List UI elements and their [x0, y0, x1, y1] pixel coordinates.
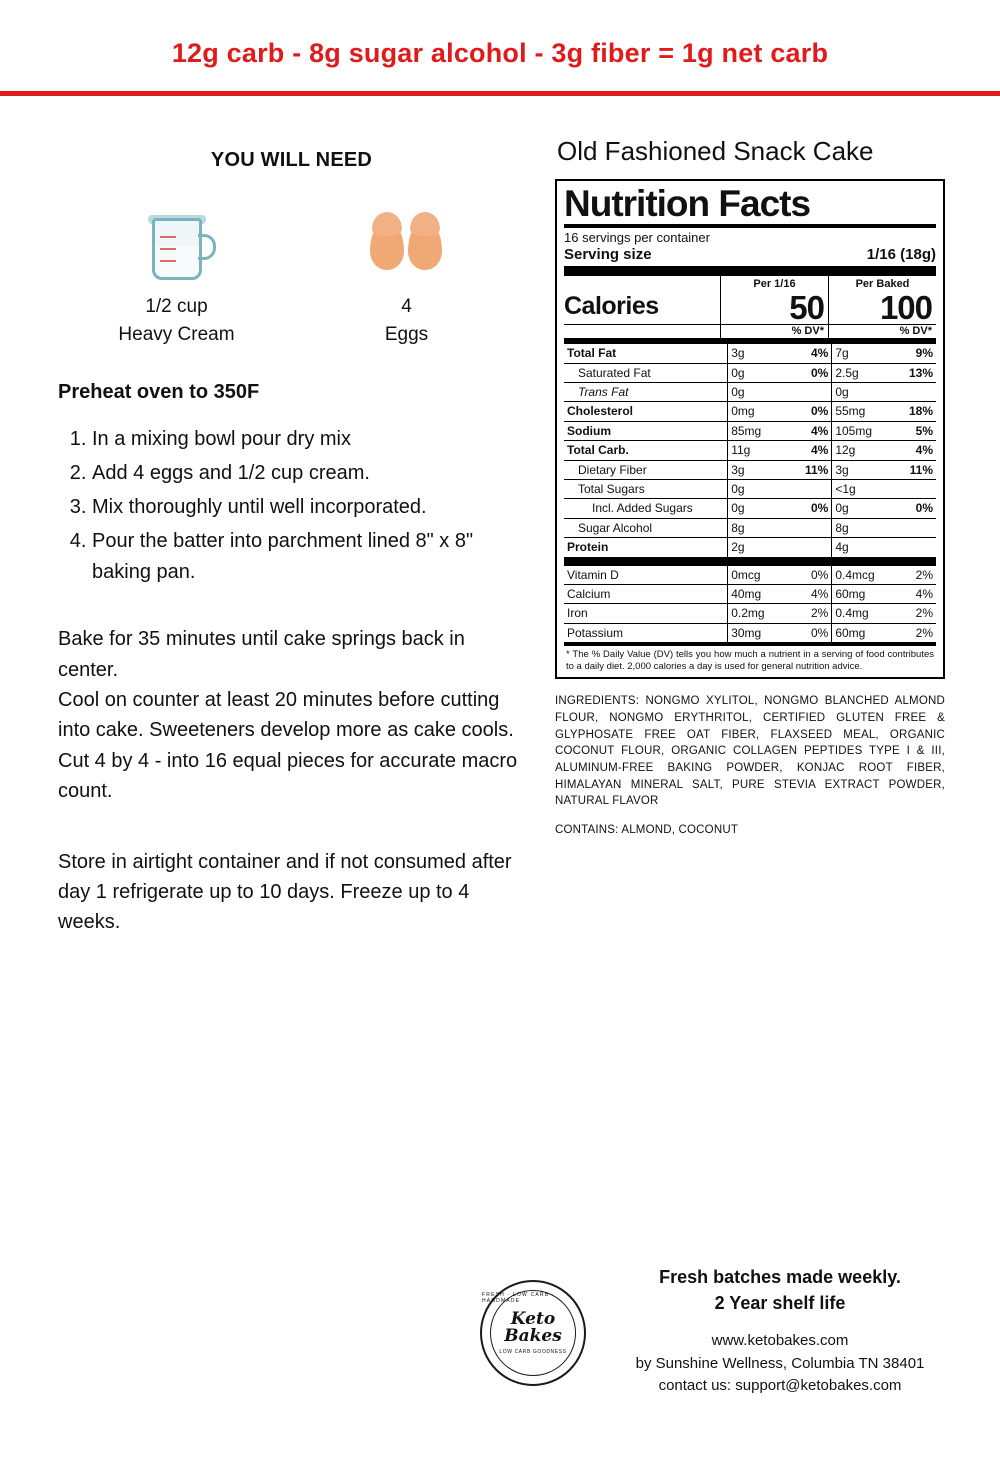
calories-label: Calories — [564, 292, 659, 321]
footer-info — [610, 1264, 950, 1398]
table-row: Total Sugars 0g <1g — [564, 479, 936, 498]
footer-website[interactable]: www.ketobakes.com — [711, 1332, 849, 1350]
table-row: Potassium 30mg 0% 60mg 2% — [564, 623, 936, 644]
table-row: Total Fat 3g 4% 7g 9% — [564, 344, 936, 363]
ingredients-list — [58, 200, 525, 347]
nutrition-facts-panel — [555, 179, 945, 679]
ingredient-amount: 1/2 cup — [145, 296, 208, 317]
table-row: Total Carb. 11g 4% 12g 4% — [564, 441, 936, 460]
nutrition-column — [545, 96, 1000, 938]
header-banner — [0, 0, 1000, 91]
table-row: Sodium 85mg 4% 105mg 5% — [564, 421, 936, 440]
table-row: Saturated Fat 0g 0% 2.5g 13% — [564, 363, 936, 382]
list-item: 2. Add 4 eggs and 1/2 cup cream. — [92, 458, 525, 489]
daily-value-footnote: * The % Daily Value (DV) tells you how much a nutrient in a serving of food contributes to a daily diet. 2,000 calories a day is used for general nutrition advice. — [566, 649, 934, 673]
table-row: Cholesterol 0mg 0% 55mg 18% — [564, 402, 936, 421]
list-item: 4. Pour the batter into parchment lined 8" x 8" baking pan. — [92, 526, 525, 588]
calories-row — [564, 276, 936, 327]
calories-per-serving: 50 — [789, 289, 824, 327]
footer-headline-1: Fresh batches made weekly. — [659, 1267, 901, 1287]
servings-per-container: 16 servings per container — [564, 230, 710, 246]
calories-per-baked: 100 — [879, 289, 932, 327]
table-row: Dietary Fiber 3g 11% 3g 11% — [564, 460, 936, 479]
dv-header-1: % DV* — [720, 325, 828, 338]
table-row: Calcium 40mg 4% 60mg 4% — [564, 584, 936, 603]
ingredient-item — [102, 200, 252, 347]
ingredient-item — [332, 200, 482, 347]
you-will-need-title: YOU WILL NEED — [210, 149, 373, 171]
baking-notes: Bake for 35 minutes until cake springs back in center. Cool on counter at least 20 minutes before cutting into cake. Sweeteners develop more as cake cools. Cut 4 by 4 - into 16 equal pieces for accurate macro count. — [58, 628, 518, 803]
footer-headline-2: 2 Year shelf life — [714, 1293, 846, 1314]
table-row: Protein 2g 4g — [564, 538, 936, 561]
nutrition-facts-heading: Nutrition Facts — [564, 183, 811, 224]
ingredient-name: Heavy Cream — [118, 323, 235, 345]
document-body — [0, 96, 1000, 938]
serving-size-value: 1/16 (18g) — [866, 245, 936, 263]
page-footer — [0, 1258, 1000, 1438]
page-title: Old Fashioned Snack Cake — [557, 136, 874, 166]
column-header-per-baked: Per Baked — [855, 277, 910, 290]
banner-text: 12g carb - 8g sugar alcohol - 3g fiber = 1g net carb — [171, 38, 829, 68]
table-row: Sugar Alcohol 8g 8g — [564, 518, 936, 537]
footer-address: by Sunshine Wellness, Columbia TN 38401 — [635, 1354, 925, 1372]
list-item: 3. Mix thoroughly until well incorporated. — [92, 492, 525, 523]
footer-contact[interactable]: contact us: support@ketobakes.com — [658, 1377, 902, 1395]
list-item: 1. In a mixing bowl pour dry mix — [92, 424, 525, 455]
logo-wordmark: Keto Bakes — [504, 1309, 562, 1346]
table-row: Vitamin D 0mcg 0% 0.4mcg 2% — [564, 561, 936, 584]
brand-logo — [480, 1280, 586, 1386]
serving-size-label: Serving size — [564, 245, 652, 263]
recipe-column — [0, 96, 545, 938]
preheat-instruction: Preheat oven to 350F — [58, 381, 260, 404]
ingredient-amount: 4 — [401, 296, 412, 317]
serving-size-row — [564, 246, 936, 266]
eggs-icon — [332, 200, 482, 282]
table-row: Incl. Added Sugars 0g 0% 0g 0% — [564, 499, 936, 518]
storage-notes: Store in airtight container and if not consumed after day 1 refrigerate up to 10 days. Freeze up to 4 weeks. — [58, 850, 512, 934]
recipe-steps — [58, 424, 525, 588]
logo-ring-text: FRESH · LOW CARB · HANDMADE — [482, 1292, 555, 1304]
table-row: Iron 0.2mg 2% 0.4mg 2% — [564, 604, 936, 623]
nutrient-table — [564, 344, 936, 646]
column-header-per-serving: Per 1/16 — [753, 277, 796, 290]
logo-tagline: LOW CARB GOODNESS — [499, 1349, 567, 1355]
ingredient-name: Eggs — [384, 323, 429, 345]
measuring-cup-icon — [102, 200, 252, 282]
table-row: Trans Fat 0g 0g — [564, 383, 936, 402]
allergen-statement: CONTAINS: ALMOND, COCONUT — [555, 824, 739, 837]
dv-header-2: % DV* — [828, 325, 936, 338]
ingredients-statement: INGREDIENTS: NONGMO XYLITOL, NONGMO BLANCHED ALMOND FLOUR, NONGMO ERYTHRITOL, CERTIFIED GLUTEN FREE & GLYPHOSATE FREE OAT FIBER, FLAXSEED MEAL, ORGANIC COCONUT FLOUR, ORGANIC COLLAGEN PEPTIDES TYPE I & III, ALUMINUM-FREE BAKING POWDER, KONJAC ROOT FIBER, HIMALAYAN MINERAL SALT, PURE STEVIA EXTRACT POWDER, NATURAL FLAVOR — [555, 695, 945, 808]
daily-value-header-row — [564, 325, 936, 338]
